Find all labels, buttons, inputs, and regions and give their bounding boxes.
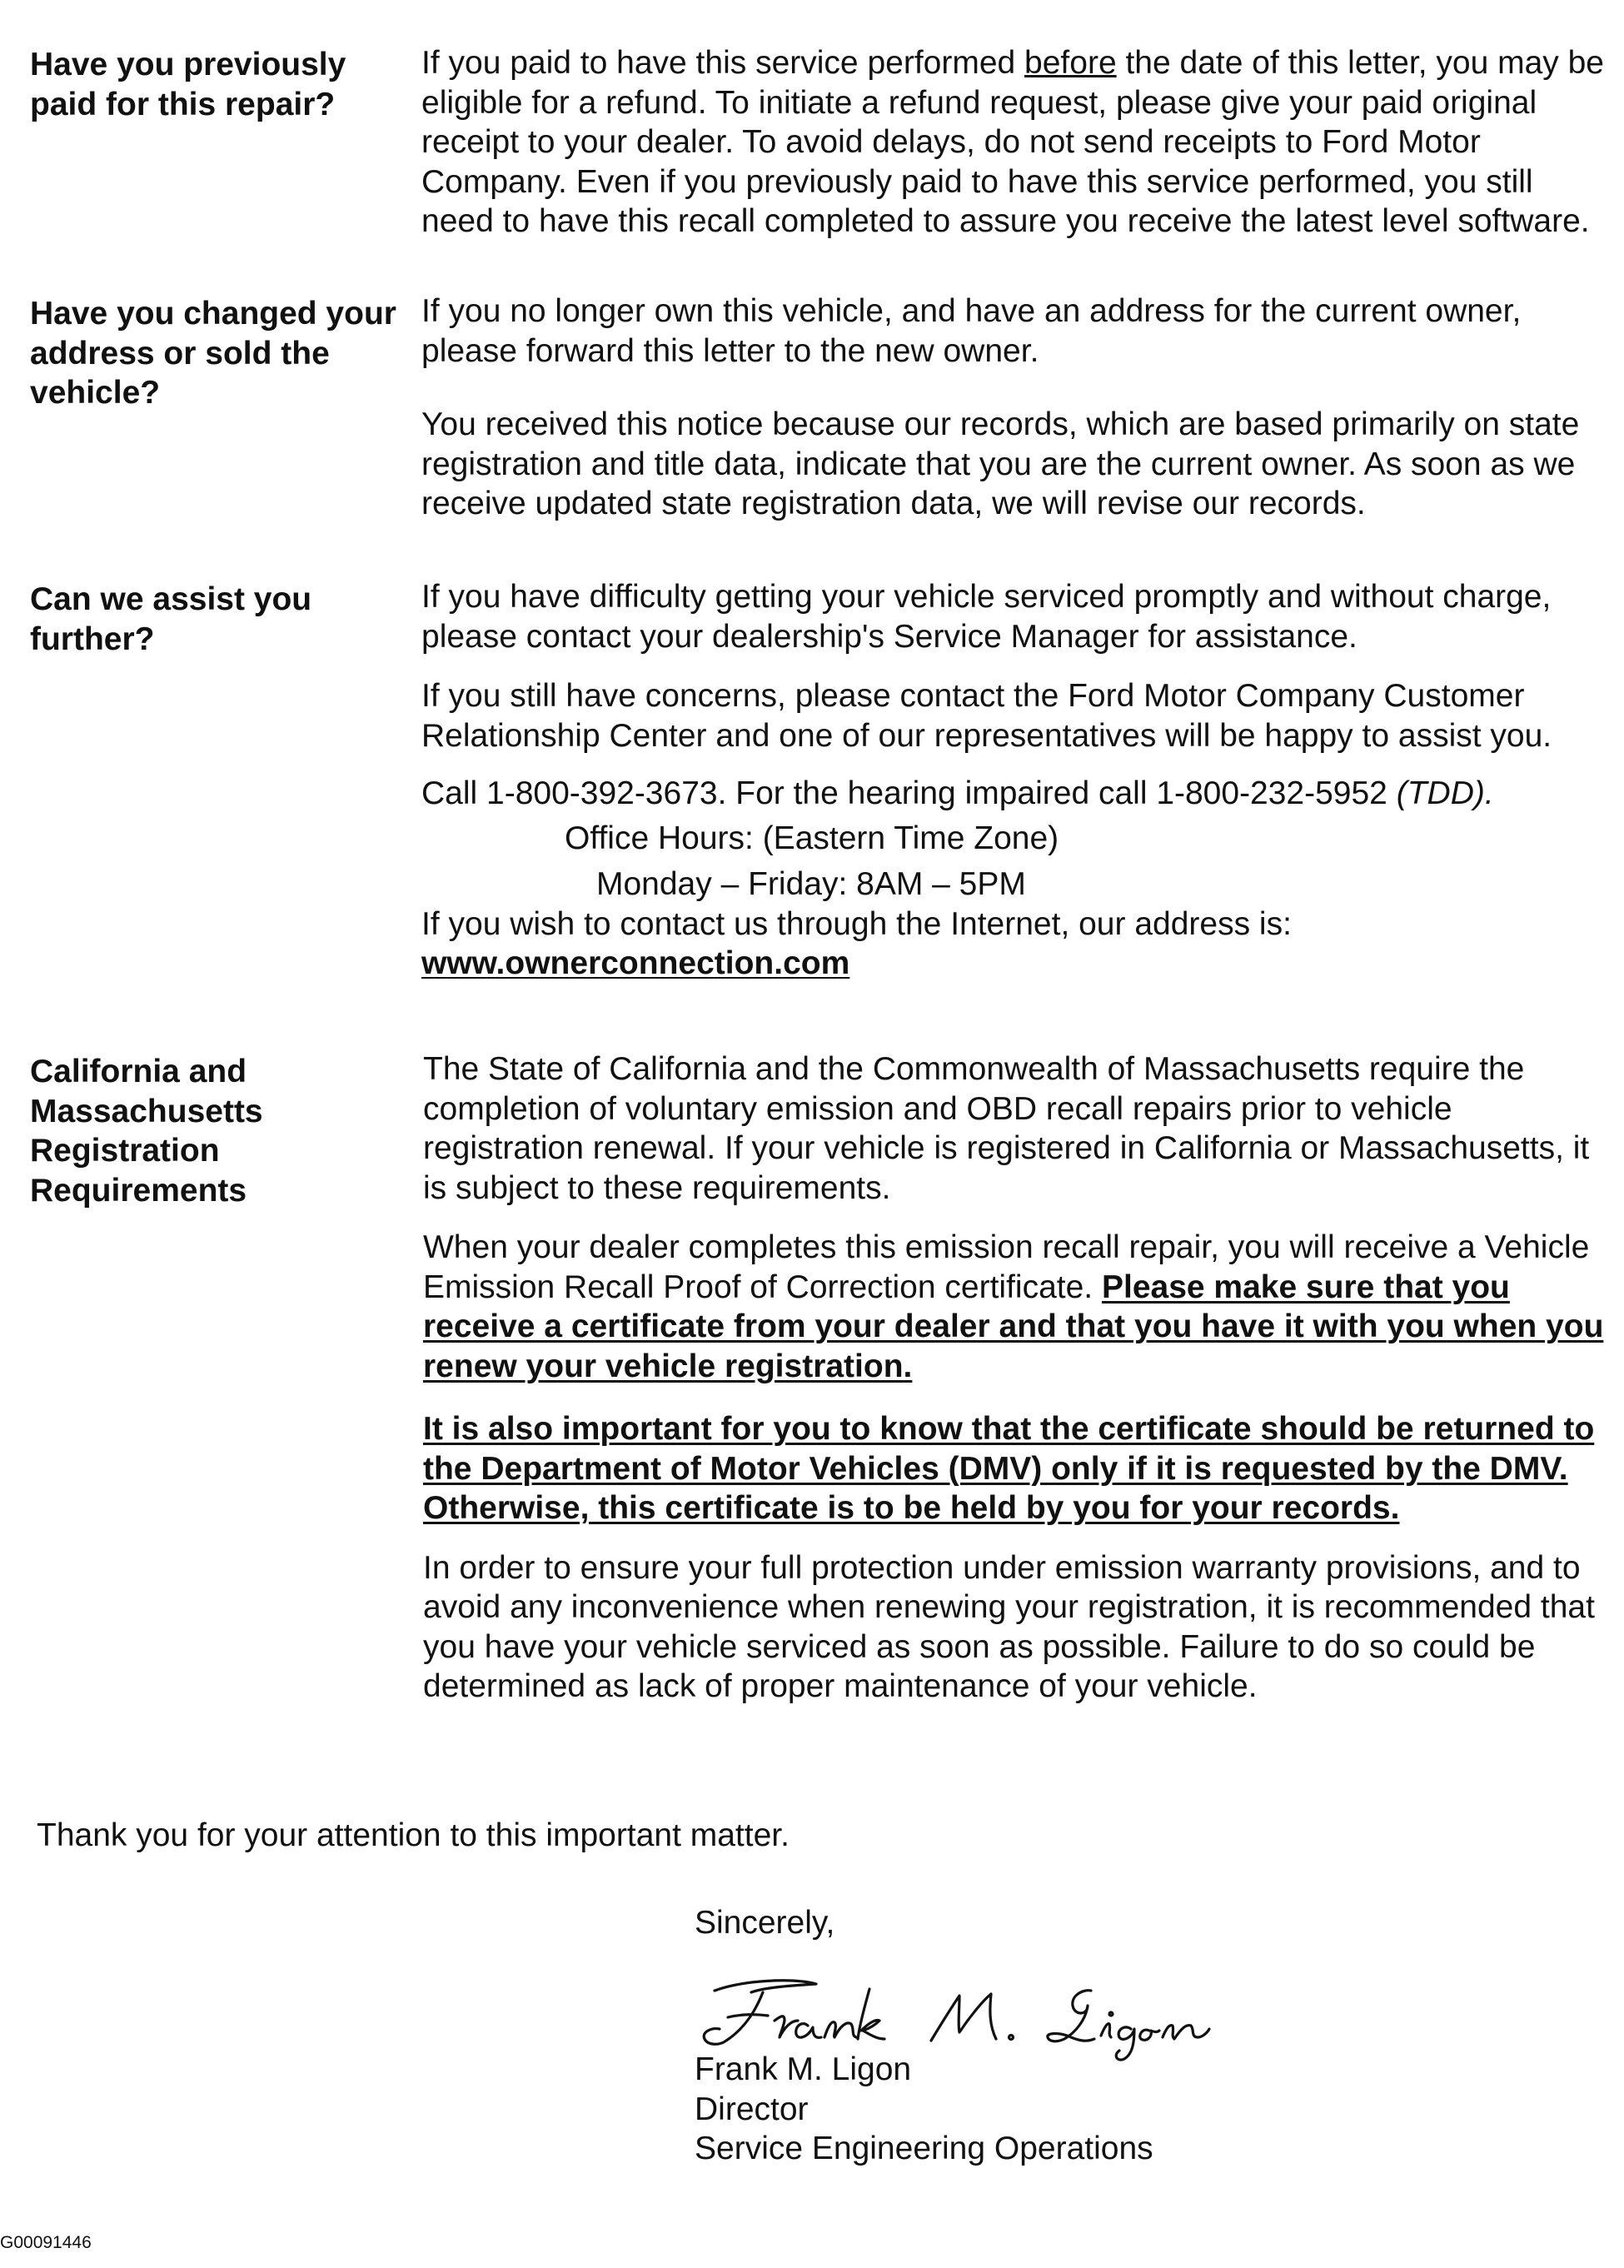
question-assist: Can we assist you further?	[30, 581, 312, 657]
closing-line: Thank you for your attention to this important matter.	[37, 1817, 790, 1853]
refund-text-rest: the date of this letter, you may be eligible for a refund. To initiate a refund request, please give your paid original receipt to your dealer. To avoid delays, do not send receipts to Ford Motor Company. Even if you previously paid to have this service performed, you still need to have this recall completed to assure you receive the latest level software.	[421, 45, 1604, 239]
refund-text-intro: If you paid to have this service performed	[421, 45, 1025, 81]
signer-title: Director	[695, 2091, 809, 2127]
answer-assist	[421, 577, 1604, 984]
signer-name: Frank M. Ligon	[695, 2051, 912, 2087]
question-refund: Have you previously paid for this repair?	[30, 47, 346, 122]
office-hours: Office Hours: (Eastern Time Zone)	[565, 820, 1059, 856]
refund-text-before: before	[1024, 45, 1117, 81]
call-text: Call 1-800-392-3673. For the hearing impaired call 1-800-232-5952	[421, 775, 1397, 811]
refund-paragraph	[421, 43, 1604, 242]
website-line	[421, 944, 1604, 984]
call-line	[421, 774, 1604, 814]
registration-paragraph-2	[423, 1228, 1606, 1386]
answer-address	[421, 292, 1604, 524]
document-id: G00091446	[0, 2233, 92, 2252]
question-registration: California and Massachusetts Registration Requirements	[30, 1054, 263, 1209]
internet-text: If you wish to contact us through the Internet, our address is:	[421, 905, 1292, 942]
tdd-text: (TDD).	[1396, 775, 1494, 811]
assist-paragraph-2: If you still have concerns, please contact the Ford Motor Company Customer Relationship Center and one of our representatives will be happy to assist you.	[421, 678, 1552, 754]
salutation: Sincerely,	[695, 1905, 835, 1941]
registration-p2-bold: Please make sure that you receive a certificate from your dealer and that you have it with you when you renew your vehicle registration.	[423, 1269, 1604, 1384]
website-link[interactable]: www.ownerconnection.com	[421, 945, 850, 981]
answer-registration	[423, 1049, 1606, 1707]
address-paragraph-2: You received this notice because our records, which are based primarily on state registration and title data, indicate that you are the current owner. As soon as we receive updated state registration data, we will revise our records.	[421, 406, 1580, 521]
registration-paragraph-1: The State of California and the Commonwealth of Massachusetts require the completion of voluntary emission and OBD recall repairs prior to vehicle registration renewal. If your vehicle is registered in California or Massachusetts, it is subject to these requirements.	[423, 1051, 1590, 1206]
registration-paragraph-3: It is also important for you to know that the certificate should be returned to the Department of Motor Vehicles (DMV) only if it is requested by the DMV. Otherwise, this certificate is to be held by you for your records.	[423, 1411, 1595, 1526]
signer-department: Service Engineering Operations	[695, 2131, 1153, 2166]
hours-line: Monday – Friday: 8AM – 5PM	[596, 866, 1026, 902]
assist-paragraph-1: If you have difficulty getting your vehicle serviced promptly and without charge, please contact your dealership's Service Manager for assistance.	[421, 579, 1552, 655]
registration-paragraph-4: In order to ensure your full protection under emission warranty provisions, and to avoid any inconvenience when renewing your registration, it is recommended that you have your vehicle serviced as soon as possible. Failure to do so could be determined as lack of proper maintenance of your vehicle.	[423, 1549, 1595, 1704]
registration-p2-plain: When your dealer completes this emission recall repair, you will receive a Vehicle Emission Recall Proof of Correction certificate.	[423, 1229, 1590, 1305]
question-address: Have you changed your address or sold the vehicle?	[30, 296, 396, 411]
address-paragraph-1: If you no longer own this vehicle, and have an address for the current owner, please forward this letter to the new owner.	[421, 293, 1522, 369]
answer-refund	[421, 43, 1604, 242]
